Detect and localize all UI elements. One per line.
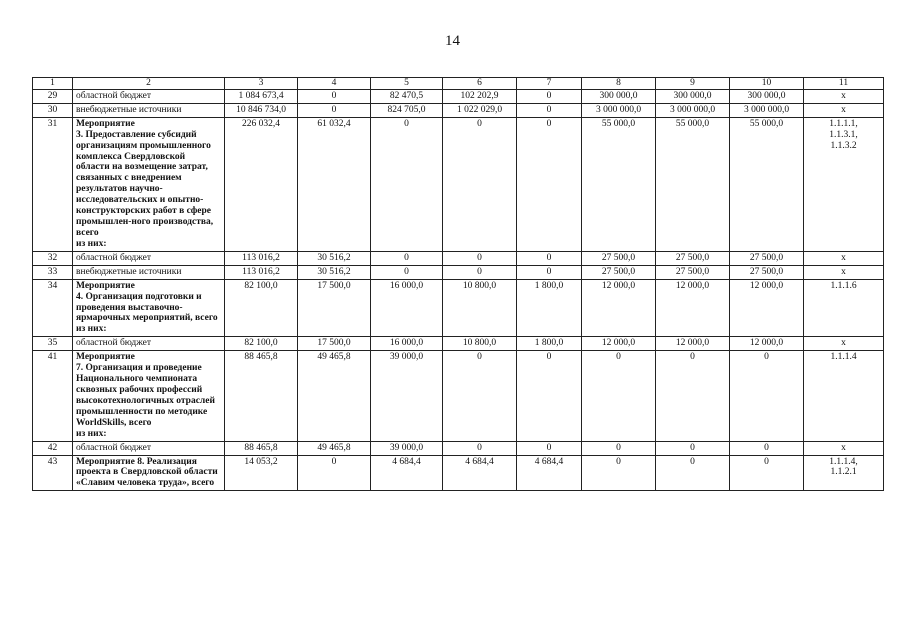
value-cell: 4 684,4: [517, 455, 582, 491]
row-name-cell: Мероприятие 3. Предоставление субсидий организациям промышленного комплекса Свердловской области на возмещение затрат, связанных с внедрением результатов научно-исследовательских и опытно-конструкторских работ в сфере промышлен-ного производства, всего из них:: [73, 117, 225, 251]
indicator-cell: 1.1.1.4, 1.1.2.1: [804, 455, 884, 491]
value-cell: 0: [371, 251, 443, 265]
value-cell: 0: [656, 441, 730, 455]
value-cell: 300 000,0: [730, 89, 804, 103]
value-cell: 0: [730, 351, 804, 441]
value-cell: 0: [443, 351, 517, 441]
row-number-cell: 33: [33, 265, 73, 279]
row-name-cell: внебюджетные источники: [73, 103, 225, 117]
value-cell: 30 516,2: [298, 251, 371, 265]
value-cell: 27 500,0: [582, 251, 656, 265]
value-cell: 27 500,0: [582, 265, 656, 279]
budget-table: [32, 77, 884, 491]
column-header: 8: [582, 78, 656, 90]
table-row: [33, 455, 884, 491]
value-cell: 0: [582, 455, 656, 491]
value-cell: 12 000,0: [582, 279, 656, 337]
value-cell: 12 000,0: [730, 337, 804, 351]
value-cell: 88 465,8: [225, 351, 298, 441]
value-cell: 27 500,0: [730, 251, 804, 265]
value-cell: 10 800,0: [443, 279, 517, 337]
value-cell: 49 465,8: [298, 441, 371, 455]
value-cell: 0: [517, 251, 582, 265]
value-cell: 1 084 673,4: [225, 89, 298, 103]
row-name-cell: Мероприятие 4. Организация подготовки и проведения выставочно-ярмарочных мероприятий, всего из них:: [73, 279, 225, 337]
row-name-cell: областной бюджет: [73, 441, 225, 455]
indicator-cell: 1.1.1.4: [804, 351, 884, 441]
value-cell: 0: [517, 89, 582, 103]
row-number-cell: 29: [33, 89, 73, 103]
row-number-cell: 35: [33, 337, 73, 351]
value-cell: 0: [517, 351, 582, 441]
row-name-cell: областной бюджет: [73, 251, 225, 265]
value-cell: 27 500,0: [656, 265, 730, 279]
value-cell: 113 016,2: [225, 265, 298, 279]
column-header: 4: [298, 78, 371, 90]
indicator-cell: х: [804, 89, 884, 103]
value-cell: 0: [730, 441, 804, 455]
column-header: 3: [225, 78, 298, 90]
indicator-cell: х: [804, 103, 884, 117]
value-cell: 12 000,0: [656, 279, 730, 337]
value-cell: 55 000,0: [656, 117, 730, 251]
table-row: [33, 251, 884, 265]
value-cell: 14 053,2: [225, 455, 298, 491]
value-cell: 113 016,2: [225, 251, 298, 265]
value-cell: 17 500,0: [298, 279, 371, 337]
value-cell: 3 000 000,0: [730, 103, 804, 117]
value-cell: 55 000,0: [730, 117, 804, 251]
value-cell: 82 470,5: [371, 89, 443, 103]
row-number-cell: 31: [33, 117, 73, 251]
value-cell: 16 000,0: [371, 279, 443, 337]
column-header: 10: [730, 78, 804, 90]
table-row: [33, 117, 884, 251]
header-row: [33, 78, 884, 90]
value-cell: 27 500,0: [656, 251, 730, 265]
table-row: [33, 265, 884, 279]
table-row: [33, 89, 884, 103]
value-cell: 1 022 029,0: [443, 103, 517, 117]
value-cell: 3 000 000,0: [656, 103, 730, 117]
value-cell: 0: [582, 351, 656, 441]
value-cell: 0: [517, 441, 582, 455]
value-cell: 12 000,0: [656, 337, 730, 351]
indicator-cell: 1.1.1.6: [804, 279, 884, 337]
value-cell: 4 684,4: [443, 455, 517, 491]
column-header: 7: [517, 78, 582, 90]
value-cell: 1 800,0: [517, 337, 582, 351]
value-cell: 0: [443, 117, 517, 251]
column-header: 2: [73, 78, 225, 90]
column-header: 9: [656, 78, 730, 90]
value-cell: 17 500,0: [298, 337, 371, 351]
row-number-cell: 32: [33, 251, 73, 265]
value-cell: 0: [298, 103, 371, 117]
value-cell: 824 705,0: [371, 103, 443, 117]
value-cell: 0: [371, 265, 443, 279]
value-cell: 0: [730, 455, 804, 491]
column-header: 6: [443, 78, 517, 90]
indicator-cell: х: [804, 265, 884, 279]
value-cell: 82 100,0: [225, 279, 298, 337]
indicator-cell: х: [804, 251, 884, 265]
row-name-cell: внебюджетные источники: [73, 265, 225, 279]
value-cell: 0: [298, 455, 371, 491]
value-cell: 3 000 000,0: [582, 103, 656, 117]
value-cell: 88 465,8: [225, 441, 298, 455]
row-name-cell: областной бюджет: [73, 337, 225, 351]
value-cell: 27 500,0: [730, 265, 804, 279]
value-cell: 0: [443, 265, 517, 279]
value-cell: 39 000,0: [371, 441, 443, 455]
row-number-cell: 34: [33, 279, 73, 337]
value-cell: 4 684,4: [371, 455, 443, 491]
value-cell: 10 800,0: [443, 337, 517, 351]
row-number-cell: 43: [33, 455, 73, 491]
table-row: [33, 103, 884, 117]
value-cell: 12 000,0: [582, 337, 656, 351]
table-row: [33, 441, 884, 455]
value-cell: 12 000,0: [730, 279, 804, 337]
table-row: [33, 351, 884, 441]
value-cell: 39 000,0: [371, 351, 443, 441]
indicator-cell: х: [804, 441, 884, 455]
value-cell: 300 000,0: [582, 89, 656, 103]
page-number: 14: [445, 33, 460, 49]
value-cell: 30 516,2: [298, 265, 371, 279]
value-cell: 0: [371, 117, 443, 251]
value-cell: 226 032,4: [225, 117, 298, 251]
row-name-cell: Мероприятие 8. Реализация проекта в Свердловской области «Славим человека труда», всего: [73, 455, 225, 491]
value-cell: 0: [517, 103, 582, 117]
row-number-cell: 30: [33, 103, 73, 117]
value-cell: 0: [298, 89, 371, 103]
table-row: [33, 279, 884, 337]
value-cell: 0: [656, 455, 730, 491]
table-body: [33, 89, 884, 490]
value-cell: 10 846 734,0: [225, 103, 298, 117]
table-row: [33, 337, 884, 351]
value-cell: 16 000,0: [371, 337, 443, 351]
row-name-cell: областной бюджет: [73, 89, 225, 103]
indicator-cell: 1.1.1.1, 1.1.3.1, 1.1.3.2: [804, 117, 884, 251]
row-name-cell: Мероприятие 7. Организация и проведение Национального чемпионата сквозных рабочих профессий высокотехнологичных отраслей промышленности по методике WorldSkills, всего из них:: [73, 351, 225, 441]
indicator-cell: х: [804, 337, 884, 351]
value-cell: 61 032,4: [298, 117, 371, 251]
column-header: 5: [371, 78, 443, 90]
value-cell: 0: [517, 117, 582, 251]
value-cell: 0: [517, 265, 582, 279]
column-header: 11: [804, 78, 884, 90]
value-cell: 1 800,0: [517, 279, 582, 337]
value-cell: 82 100,0: [225, 337, 298, 351]
value-cell: 0: [443, 251, 517, 265]
value-cell: 49 465,8: [298, 351, 371, 441]
value-cell: 0: [443, 441, 517, 455]
value-cell: 0: [656, 351, 730, 441]
value-cell: 0: [582, 441, 656, 455]
value-cell: 300 000,0: [656, 89, 730, 103]
value-cell: 102 202,9: [443, 89, 517, 103]
row-number-cell: 42: [33, 441, 73, 455]
value-cell: 55 000,0: [582, 117, 656, 251]
column-header: 1: [33, 78, 73, 90]
row-number-cell: 41: [33, 351, 73, 441]
